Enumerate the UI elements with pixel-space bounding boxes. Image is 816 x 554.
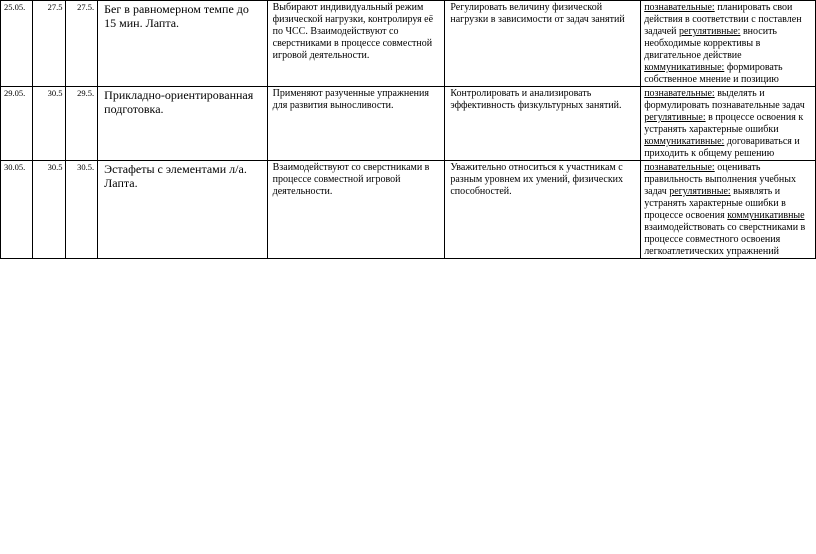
personal-results: Контролировать и анализировать эффективность физкультурных занятий. <box>445 87 641 161</box>
uud-text: необходимые коррективы в <box>644 38 761 49</box>
date-plan: 30.05. <box>1 161 33 259</box>
uud-text: выявлять и <box>730 186 781 197</box>
uud-text: договариваться и <box>724 136 800 147</box>
uud-text: планировать свои <box>714 2 793 13</box>
student-activity: Применяют разученные упражнения для развития выносливости. <box>267 87 445 161</box>
student-activity: Взаимодействуют со сверстниками в процессе совместной игровой деятельности. <box>267 161 445 259</box>
uud-text: приходить к общему решению <box>644 148 775 159</box>
uud-regulative-label: регулятивные: <box>644 112 706 123</box>
uud-text: формулировать познавательные задач <box>644 100 805 111</box>
uud-cognitive-label: познавательные: <box>644 2 715 13</box>
personal-results: Регулировать величину физической нагрузки в зависимости от задач занятий <box>445 1 641 87</box>
date-fact-b: 30.5. <box>66 161 98 259</box>
uud-text: двигательное действие <box>644 50 742 61</box>
lesson-plan-table <box>0 0 816 259</box>
lesson-topic: Бег в равномерном темпе до 15 мин. Лапта. <box>98 1 267 87</box>
uud-text: выделять и <box>714 88 765 99</box>
uud-text: вносить <box>740 26 777 37</box>
uud-cell <box>641 1 816 87</box>
uud-cell <box>641 161 816 259</box>
uud-communicative-label: коммуникативные: <box>644 62 725 73</box>
date-fact-b: 27.5. <box>66 1 98 87</box>
uud-text: задач <box>644 186 670 197</box>
date-plan: 29.05. <box>1 87 33 161</box>
table-row <box>1 1 816 87</box>
uud-text: собственное мнение и позицию <box>644 74 779 85</box>
uud-communicative-label: коммуникативные: <box>644 136 725 147</box>
uud-text: правильность выполнения учебных <box>644 174 796 185</box>
uud-cell <box>641 87 816 161</box>
table-row <box>1 161 816 259</box>
uud-text: устранять характерные ошибки <box>644 124 779 135</box>
uud-regulative-label: регулятивные: <box>669 186 731 197</box>
uud-regulative-label: регулятивные: <box>679 26 741 37</box>
date-fact-a: 30.5 <box>32 87 66 161</box>
date-fact-a: 27.5 <box>32 1 66 87</box>
uud-text: процессе освоения <box>644 210 728 221</box>
uud-text: взаимодействовать со сверстниками в <box>644 222 806 233</box>
table-row <box>1 87 816 161</box>
date-fact-a: 30.5 <box>32 161 66 259</box>
date-plan: 25.05. <box>1 1 33 87</box>
lesson-topic: Прикладно-ориентированная подготовка. <box>98 87 267 161</box>
lesson-topic: Эстафеты с элементами л/а. Лапта. <box>98 161 267 259</box>
uud-cognitive-label: познавательные: <box>644 162 715 173</box>
uud-text: формировать <box>724 62 783 73</box>
student-activity: Выбирают индивидуальный режим физической нагрузки, контролируя её по ЧСС. Взаимодействуют со сверстниками в процессе совместной игровой деятельности. <box>267 1 445 87</box>
date-fact-b: 29.5. <box>66 87 98 161</box>
uud-text: действия в соответствии с поставлен <box>644 14 802 25</box>
uud-cognitive-label: познавательные: <box>644 88 715 99</box>
uud-text: оценивать <box>714 162 761 173</box>
uud-text: процессе совместного освоения <box>644 234 781 245</box>
uud-communicative-label: коммуникативные <box>727 210 805 221</box>
uud-text: задачей <box>644 26 680 37</box>
uud-text: в процессе освоения к <box>705 112 804 123</box>
personal-results: Уважительно относиться к участникам с разным уровнем их умений, физических способностей. <box>445 161 641 259</box>
uud-text: легкоатлетических упражнений <box>644 246 779 257</box>
uud-text: устранять характерные ошибки в <box>644 198 786 209</box>
